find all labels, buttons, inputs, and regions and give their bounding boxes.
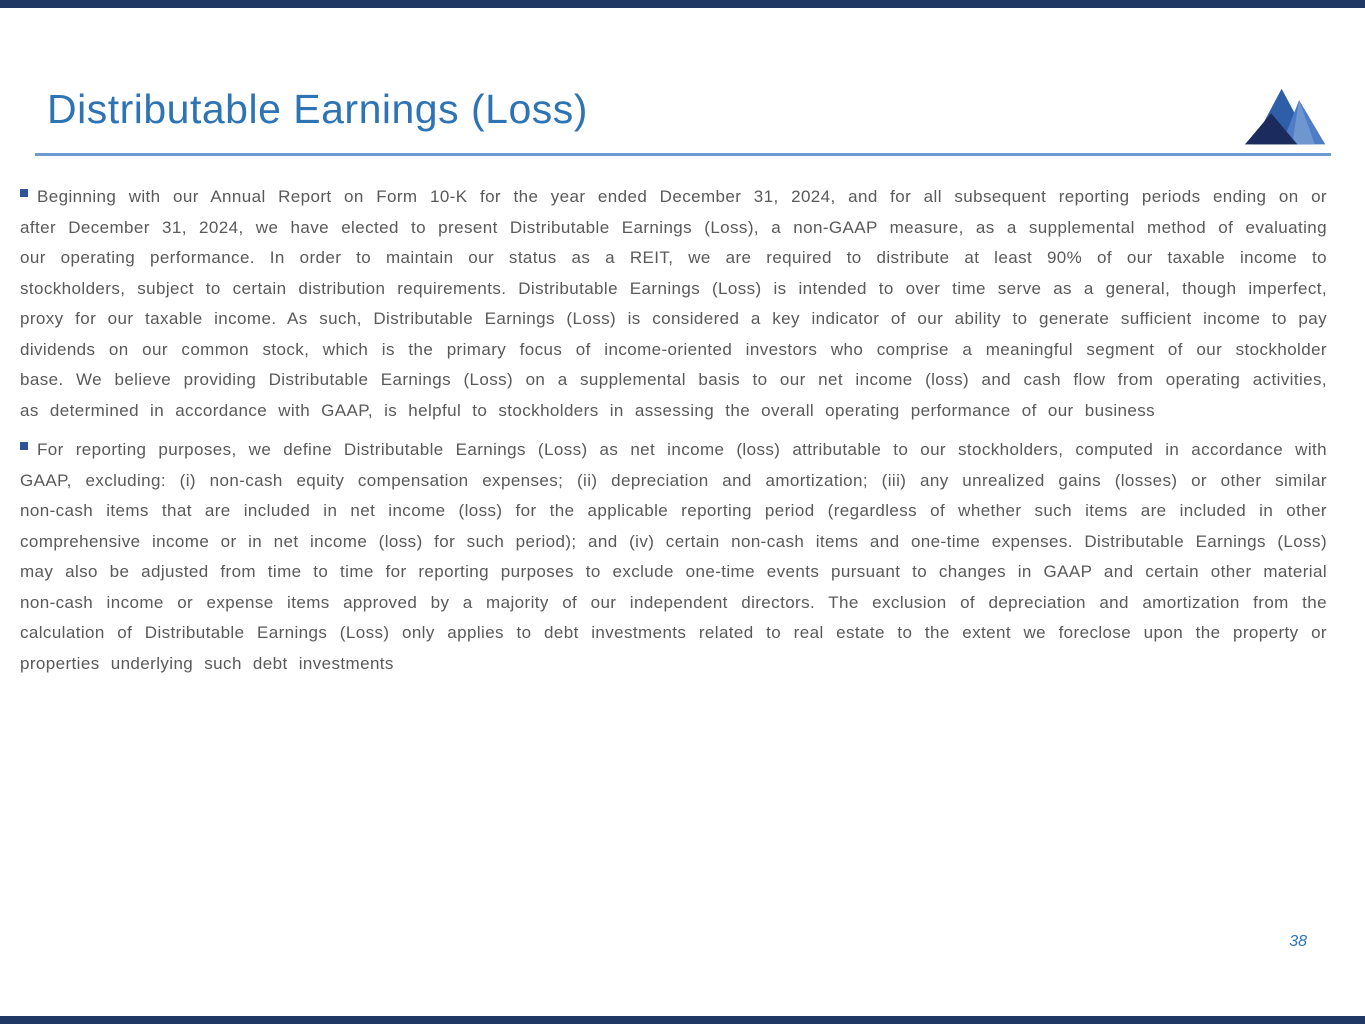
top-edge-bar (0, 0, 1365, 8)
bullet-paragraph (20, 182, 1327, 426)
bullet-text: For reporting purposes, we define Distributable Earnings (Loss) as net income (loss) attributable to our stockholders, computed in accordance with GAAP, excluding: (i) non-cash equity compensation expenses; (ii) depreciation and amortization; (iii) any unrealized gains (losses) or other similar non-cash items that are included in net income (loss) for the applicable reporting period (regardless of whether such items are included in other comprehensive income or in net income (loss) for such period); and (iv) certain non-cash items and one-time expenses. Distributable Earnings (Loss) may also be adjusted from time to time for reporting purposes to exclude one-time events pursuant to changes in GAAP and certain other material non-cash income or expense items approved by a majority of our independent directors. The exclusion of depreciation and amortization from the calculation of Distributable Earnings (Loss) only applies to debt investments related to real estate to the extent we foreclose upon the property or properties underlying such debt investments (20, 440, 1327, 673)
bullet-paragraph (20, 435, 1327, 679)
bullet-square-icon (20, 189, 28, 197)
mountain-logo-icon (1238, 85, 1334, 151)
title-divider (35, 153, 1331, 156)
page-title: Distributable Earnings (Loss) (47, 86, 588, 132)
page-number: 38 (1289, 933, 1307, 950)
body-text-block (20, 182, 1327, 688)
bullet-square-icon (20, 442, 28, 450)
bullet-text: Beginning with our Annual Report on Form 10-K for the year ended December 31, 2024, and for all subsequent reporting periods ending on or after December 31, 2024, we have elected to present Distributable Earnings (Loss), a non-GAAP measure, as a supplemental method of evaluating our operating performance. In order to maintain our status as a REIT, we are required to distribute at least 90% of our taxable income to stockholders, subject to certain distribution requirements. Distributable Earnings (Loss) is intended to over time serve as a general, though imperfect, proxy for our taxable income. As such, Distributable Earnings (Loss) is considered a key indicator of our ability to generate sufficient income to pay dividends on our common stock, which is the primary focus of income-oriented investors who comprise a meaningful segment of our stockholder base. We believe providing Distributable Earnings (Loss) on a supplemental basis to our net income (loss) and cash flow from operating activities, as determined in accordance with GAAP, is helpful to stockholders in assessing the overall operating performance of our business (20, 187, 1327, 420)
bottom-edge-bar (0, 1016, 1365, 1024)
